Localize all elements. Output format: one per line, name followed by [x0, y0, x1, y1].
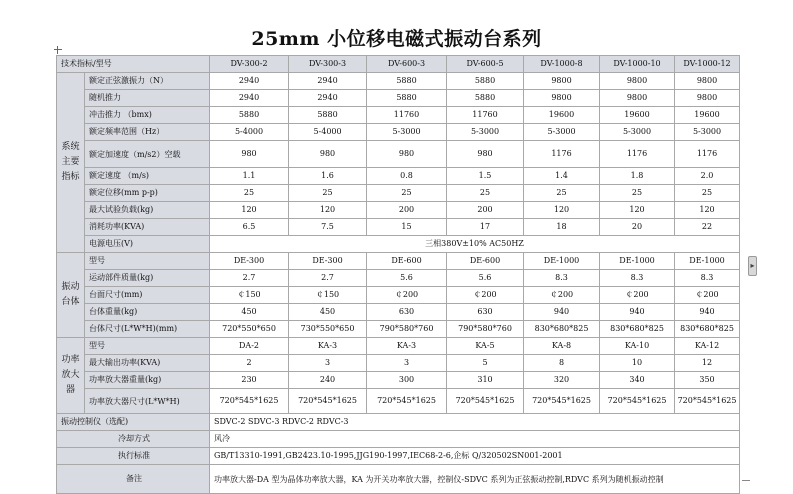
value-cell: 9800 — [600, 90, 675, 107]
value-cell: 5.6 — [367, 270, 447, 287]
value-cell: 980 — [367, 141, 447, 168]
standard-label: 执行标准 — [57, 448, 210, 465]
value-cell: 2.7 — [210, 270, 289, 287]
value-cell: 450 — [210, 304, 289, 321]
value-cell: ￠150 — [289, 287, 367, 304]
value-cell: 790*580*760 — [447, 321, 524, 338]
value-cell: 25 — [367, 185, 447, 202]
model-header: DV-1000-10 — [600, 56, 675, 73]
value-cell: 720*545*1625 — [210, 389, 289, 414]
row-label: 额定位移(mm p-p) — [85, 185, 210, 202]
value-cell: 2940 — [289, 90, 367, 107]
row-label: 额定速度 （m/s) — [85, 168, 210, 185]
row-label: 额定频率范围（Hz） — [85, 124, 210, 141]
row-label: 功率放大器重量(kg) — [85, 372, 210, 389]
value-cell: 980 — [210, 141, 289, 168]
row-label: 冲击推力 （bmx) — [85, 107, 210, 124]
value-cell: DE-1000 — [675, 253, 740, 270]
row-label: 型号 — [85, 338, 210, 355]
value-cell: 25 — [210, 185, 289, 202]
value-cell: 3 — [367, 355, 447, 372]
spec-row — [57, 219, 740, 236]
value-cell: 19600 — [600, 107, 675, 124]
value-cell: 980 — [447, 141, 524, 168]
cooling-value: 风冷 — [210, 431, 740, 448]
value-cell: 5-3000 — [524, 124, 600, 141]
value-cell: 720*545*1625 — [600, 389, 675, 414]
value-cell: 3 — [289, 355, 367, 372]
value-cell: 5-4000 — [289, 124, 367, 141]
spec-row — [57, 338, 740, 355]
row-label: 额定正弦激振力（N） — [85, 73, 210, 90]
value-cell: 1176 — [600, 141, 675, 168]
cooling-label: 冷却方式 — [57, 431, 210, 448]
value-cell: 5-4000 — [210, 124, 289, 141]
value-cell: DE-300 — [289, 253, 367, 270]
value-cell: 5880 — [367, 73, 447, 90]
value-cell: 6.5 — [210, 219, 289, 236]
value-cell: 5880 — [447, 90, 524, 107]
value-cell: 830*680*825 — [675, 321, 740, 338]
value-cell: 7.5 — [289, 219, 367, 236]
value-cell: 2.7 — [289, 270, 367, 287]
value-cell: 11760 — [447, 107, 524, 124]
value-cell: 120 — [210, 202, 289, 219]
value-cell: 12 — [675, 355, 740, 372]
value-cell: 830*680*825 — [600, 321, 675, 338]
spec-row — [57, 73, 740, 90]
value-cell: 300 — [367, 372, 447, 389]
value-cell: 8 — [524, 355, 600, 372]
controller-label: 振动控制仪（选配) — [57, 414, 210, 431]
value-cell: 5-3000 — [675, 124, 740, 141]
value-cell: 980 — [289, 141, 367, 168]
spec-row — [57, 185, 740, 202]
value-cell: 720*550*650 — [210, 321, 289, 338]
spec-row — [57, 287, 740, 304]
remarks-value: 功率放大器-DA 型为晶体功率放大器，KA 为开关功率放大器，控制仪-SDVC 系列为正弦振动控制,RDVC 系列为随机振动控制 — [210, 465, 740, 494]
value-cell: 2940 — [210, 73, 289, 90]
spec-row — [57, 321, 740, 338]
value-cell: KA-5 — [447, 338, 524, 355]
value-cell: 5-3000 — [600, 124, 675, 141]
spec-table — [56, 55, 740, 494]
value-cell: 940 — [675, 304, 740, 321]
value-cell: 720*545*1625 — [524, 389, 600, 414]
value-cell: 720*545*1625 — [367, 389, 447, 414]
value-cell: 230 — [210, 372, 289, 389]
value-cell: 5-3000 — [447, 124, 524, 141]
value-cell: 120 — [289, 202, 367, 219]
value-cell: DE-600 — [367, 253, 447, 270]
value-cell: ￠200 — [367, 287, 447, 304]
spec-row — [57, 202, 740, 219]
value-cell: 1176 — [524, 141, 600, 168]
remarks-label: 备注 — [57, 465, 210, 494]
row-label: 型号 — [85, 253, 210, 270]
controller-row — [57, 414, 740, 431]
header-row — [57, 56, 740, 73]
power-row — [57, 236, 740, 253]
row-label: 台体重量(kg) — [85, 304, 210, 321]
value-cell: 940 — [524, 304, 600, 321]
value-cell: 9800 — [600, 73, 675, 90]
value-cell: 5880 — [289, 107, 367, 124]
value-cell: 5880 — [447, 73, 524, 90]
spec-row — [57, 372, 740, 389]
value-cell: 120 — [524, 202, 600, 219]
power-value: 三相380V±10% AC50HZ — [210, 236, 740, 253]
value-cell: 200 — [447, 202, 524, 219]
value-cell: 11760 — [367, 107, 447, 124]
value-cell: 1176 — [675, 141, 740, 168]
value-cell: 630 — [447, 304, 524, 321]
model-header: DV-1000-12 — [675, 56, 740, 73]
value-cell: 5 — [447, 355, 524, 372]
value-cell: 720*545*1625 — [447, 389, 524, 414]
value-cell: 9800 — [524, 90, 600, 107]
row-label: 电源电压(V) — [85, 236, 210, 253]
remarks-row — [57, 465, 740, 494]
spec-row — [57, 270, 740, 287]
value-cell: 1.5 — [447, 168, 524, 185]
value-cell: ￠200 — [524, 287, 600, 304]
value-cell: DE-1000 — [524, 253, 600, 270]
value-cell: 5.6 — [447, 270, 524, 287]
value-cell: 8.3 — [675, 270, 740, 287]
value-cell: ￠200 — [675, 287, 740, 304]
standard-row — [57, 448, 740, 465]
value-cell: 8.3 — [524, 270, 600, 287]
controller-value: SDVC-2 SDVC-3 RDVC-2 RDVC-3 — [210, 414, 740, 431]
system-section-label: 系统主要指标 — [57, 73, 85, 253]
side-scroll-tab[interactable]: ▸ — [748, 256, 757, 276]
spec-row — [57, 124, 740, 141]
value-cell: 120 — [600, 202, 675, 219]
standard-value: GB/T13310-1991,GB2423.10-1995,JJG190-1997,IEC68-2-6,企标 Q/320502SN001-2001 — [210, 448, 740, 465]
value-cell: KA-10 — [600, 338, 675, 355]
spec-row — [57, 90, 740, 107]
value-cell: KA-12 — [675, 338, 740, 355]
row-label: 台面尺寸(mm) — [85, 287, 210, 304]
value-cell: 200 — [367, 202, 447, 219]
value-cell: 2.0 — [675, 168, 740, 185]
value-cell: 5-3000 — [367, 124, 447, 141]
header-label: 技术指标/型号 — [57, 56, 210, 73]
spec-row — [57, 355, 740, 372]
value-cell: 790*580*760 — [367, 321, 447, 338]
value-cell: ￠150 — [210, 287, 289, 304]
value-cell: 350 — [675, 372, 740, 389]
value-cell: 2 — [210, 355, 289, 372]
value-cell: 2940 — [210, 90, 289, 107]
value-cell: DE-300 — [210, 253, 289, 270]
value-cell: 730*550*650 — [289, 321, 367, 338]
model-header: DV-300-3 — [289, 56, 367, 73]
row-label: 运动部件质量(kg) — [85, 270, 210, 287]
spec-row — [57, 389, 740, 414]
spec-row — [57, 141, 740, 168]
value-cell: 240 — [289, 372, 367, 389]
value-cell: 20 — [600, 219, 675, 236]
table-move-handle-icon[interactable] — [54, 46, 62, 54]
row-label: 功率放大器尺寸(L*W*H) — [85, 389, 210, 414]
row-label: 随机推力 — [85, 90, 210, 107]
value-cell: 10 — [600, 355, 675, 372]
value-cell: KA-3 — [367, 338, 447, 355]
value-cell: 830*680*825 — [524, 321, 600, 338]
value-cell: ￠200 — [447, 287, 524, 304]
shaker-section-label: 振动台体 — [57, 253, 85, 338]
value-cell: 310 — [447, 372, 524, 389]
page-corner-mark — [742, 480, 750, 486]
amplifier-section-label: 功率放大器 — [57, 338, 85, 414]
value-cell: 19600 — [524, 107, 600, 124]
value-cell: 1.8 — [600, 168, 675, 185]
model-header: DV-600-3 — [367, 56, 447, 73]
value-cell: 25 — [600, 185, 675, 202]
value-cell: DE-600 — [447, 253, 524, 270]
value-cell: 320 — [524, 372, 600, 389]
spec-row — [57, 253, 740, 270]
model-header: DV-600-5 — [447, 56, 524, 73]
value-cell: 9800 — [675, 73, 740, 90]
row-label: 消耗功率(KVA) — [85, 219, 210, 236]
value-cell: ￠200 — [600, 287, 675, 304]
spec-row — [57, 107, 740, 124]
value-cell: 17 — [447, 219, 524, 236]
value-cell: 2940 — [289, 73, 367, 90]
value-cell: 8.3 — [600, 270, 675, 287]
value-cell: DA-2 — [210, 338, 289, 355]
value-cell: 120 — [675, 202, 740, 219]
value-cell: 340 — [600, 372, 675, 389]
row-label: 额定加速度（m/s2）空载 — [85, 141, 210, 168]
value-cell: 0.8 — [367, 168, 447, 185]
value-cell: 22 — [675, 219, 740, 236]
value-cell: 720*545*1625 — [675, 389, 740, 414]
cooling-row — [57, 431, 740, 448]
value-cell: KA-8 — [524, 338, 600, 355]
value-cell: DE-1000 — [600, 253, 675, 270]
value-cell: 19600 — [675, 107, 740, 124]
value-cell: 1.6 — [289, 168, 367, 185]
value-cell: 9800 — [524, 73, 600, 90]
value-cell: 1.1 — [210, 168, 289, 185]
value-cell: 720*545*1625 — [289, 389, 367, 414]
value-cell: 5880 — [367, 90, 447, 107]
row-label: 台体尺寸(L*W*H)(mm) — [85, 321, 210, 338]
spec-row — [57, 304, 740, 321]
value-cell: 630 — [367, 304, 447, 321]
value-cell: 25 — [675, 185, 740, 202]
value-cell: 25 — [524, 185, 600, 202]
value-cell: 5880 — [210, 107, 289, 124]
value-cell: 9800 — [675, 90, 740, 107]
spec-row — [57, 168, 740, 185]
value-cell: 450 — [289, 304, 367, 321]
value-cell: 15 — [367, 219, 447, 236]
value-cell: 1.4 — [524, 168, 600, 185]
value-cell: 25 — [289, 185, 367, 202]
model-header: DV-300-2 — [210, 56, 289, 73]
model-header: DV-1000-8 — [524, 56, 600, 73]
value-cell: 25 — [447, 185, 524, 202]
value-cell: KA-3 — [289, 338, 367, 355]
row-label: 最大输出功率(KVA) — [85, 355, 210, 372]
value-cell: 18 — [524, 219, 600, 236]
value-cell: 940 — [600, 304, 675, 321]
row-label: 最大试验负载(kg) — [85, 202, 210, 219]
page-title: 25mm 小位移电磁式振动台系列 — [251, 28, 542, 50]
